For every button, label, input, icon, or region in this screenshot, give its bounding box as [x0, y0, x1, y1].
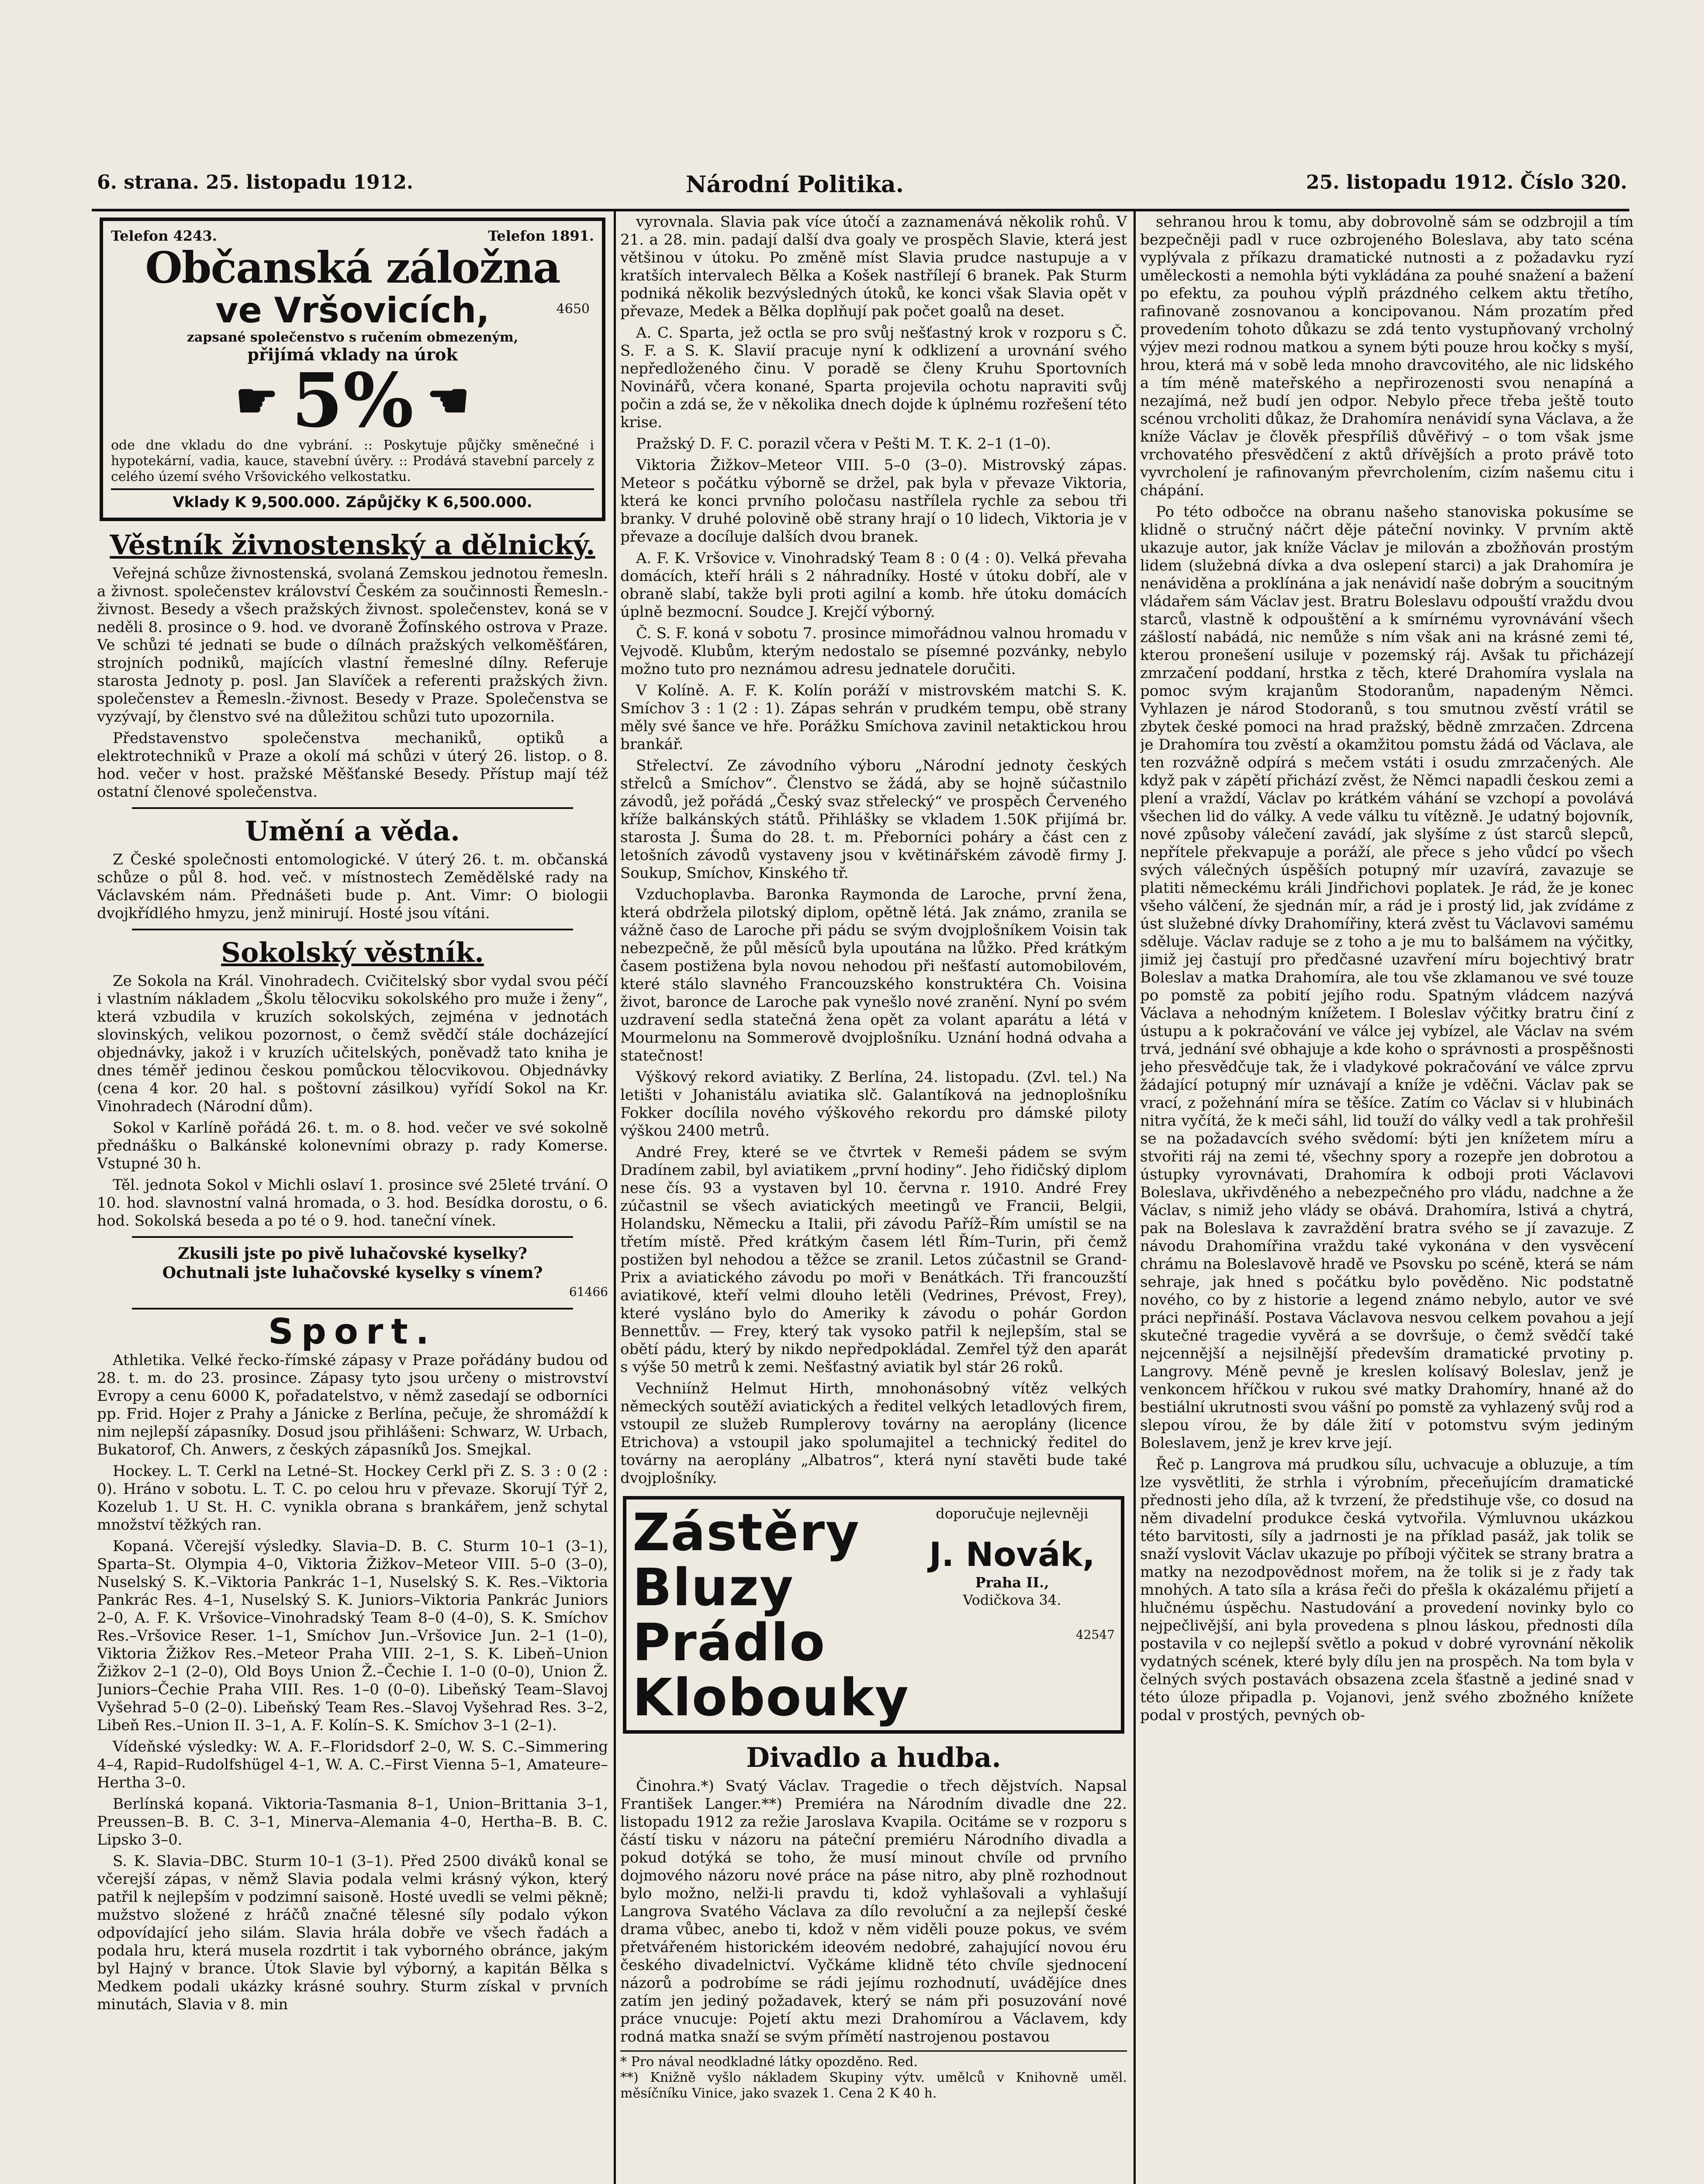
section-title-sport: Sport.: [268, 1311, 437, 1352]
article-paragraph: Výškový rekord aviatiky. Z Berlína, 24. listopadu. (Zvl. tel.) Na letišti v Johanistálu aviatika slč. Galantíková na jednoplošníku Fokker docílila nového výškového rekordu pro dámské piloty výškou 2400 metrů.: [620, 1068, 1127, 1140]
article-paragraph: V Kolíně. A. F. K. Kolín poráží v mistrovském matchi S. K. Smíchov 3 : 1 (2 : 1). Zápas sehrán v prudkém tempu, obě strany měly své šance ve hře. Porážku Smíchova zavinil netaktickou hrou brankář.: [620, 682, 1127, 753]
section-title-sokol: Sokolský věstník.: [221, 936, 484, 968]
ad-obcanska-zalozna: [100, 218, 605, 521]
ad-body: ode dne vkladu do dne vybrání. :: Poskytuje půjčky směnečné i hypotekární, vadia, kauce, stavební úvěry. :: Prodává stavební parcely z celého území svého Vršovického velkostatku.: [111, 438, 594, 484]
section-title-umeni: Umění a věda.: [245, 815, 460, 847]
footnote: **) Knižně vyšlo nákladem Skupiny výtv. umělců v Knihovně uměl. měsíčníku Vinice, jako svazek 1. Cena 2 K 40 h.: [620, 2070, 1127, 2101]
ad-novak-recommend: doporučuje nejlevněji: [936, 1505, 1089, 1522]
column-rule: [614, 209, 616, 2184]
article-paragraph: Střelectví. Ze závodního výboru „Národní jednoty českých střelců a Smíchov“. Členstvo se žádá, aby se hojně súčastnilo závodů, jež pořádá „Český svaz střelecký“ ve prospěch Červeného kříže balkánských států. Přihlášky se vkladem 1.50K přijímá br. starosta J. Šuma do 28. t. m. Přeborníci poháry a část cen z letošních závodů vystaveny jsou v květinářském závodě firmy J. Soukup, Smíchov, Kinského tř.: [620, 757, 1127, 882]
article-paragraph: Představenstvo společenstva mechaniků, optiků a elektrotechniků v Praze a okolí má schůzi v úterý 26. listop. o 8. hod. večer v host. pražské Měšťanské Besedy. Přístup mají též ostatní členové společenstva.: [97, 729, 608, 801]
article-paragraph: Vídeňské výsledky: W. A. F.–Floridsdorf 2–0, W. S. C.–Simmering 4–4, Rapid–Rudolfshügel 4–1, W. A. C.–First Vienna 5–1, Amateure–Hertha 3–0.: [97, 1738, 608, 1791]
ad-word: Klobouky: [633, 1667, 909, 1728]
article-paragraph: Kopaná. Včerejší výsledky. Slavia–D. B. C. Sturm 10–1 (3–1), Sparta–St. Olympia 4–0, Viktoria Žižkov–Meteor VIII. 5–0 (3–0), Nuselský S. K.–Viktoria Pankrác 1–1, Nuselský S. K. Res.–Viktoria Pankrác Res. 4–1, Nuselský S. K. Juniors–Viktoria Pankrác Juniors 2–0, A. F. K. Vršovice–Vinohradský Team 8–0 (4–0), S. K. Smíchov Res.–Vršovice Reser. 1–1, Smíchov Jun.–Vršovice Jun. 2–1 (1–0), Viktoria Žižkov Res.–Meteor Praha VIII. 2–1, S. K. Libeň–Union Žižkov 2–1 (2–0), Old Boys Union Ž.–Čechie I. 1–0 (0–0), Union Ž. Juniors–Čechie Praha VIII. Res. 1–0 (0–0). Libeňský Team–Slavoj Vyšehrad 5–0 (2–0). Libeňský Team Res.–Slavoj Vyšehrad Res. 3–2, Libeň Res.–Union II. 3–1, A. F. Kolín–S. K. Smíchov 3–1 (2–1).: [97, 1538, 608, 1734]
pointing-hand-right-icon: ☛: [235, 372, 279, 429]
article-paragraph: A. C. Sparta, jež octla se pro svůj nešťastný krok v rozporu s Č. S. F. a S. K. Slavií pracuje nyní k odklizení a urovnání svého nepředloženého činu. V poradě se členy Kruhu Sportovních Novinářů, včera konané, Sparta projevila ochotu napraviti svůj počin a zdá se, že v několika dnech dojde k úplnému rozřešení této krise.: [620, 324, 1127, 431]
footnotes: [620, 2050, 1127, 2101]
ad-novak-info: [909, 1505, 1115, 1725]
article-paragraph: Č. S. F. koná v sobotu 7. prosince mimořádnou valnou hromadu v Vejvodě. Klubům, kterým nedostalo se písemné pozvánky, nebylo možno tuto pro neznámou adresu jednatele doručiti.: [620, 625, 1127, 678]
ad-luhacovice-line1: Zkusili jste po pivě luhačovské kyselky?: [177, 1244, 527, 1263]
column-1: [97, 213, 608, 2184]
ad-novak-name: J. Novák,: [929, 1535, 1095, 1574]
ad-line1: zapsané společenstvo s ručením obmezeným,: [187, 330, 518, 345]
pointing-hand-left-icon: ☚: [426, 372, 470, 429]
ad-novak-words: [633, 1502, 909, 1728]
column-3: [1140, 213, 1634, 2184]
ad-phone-left: Telefon 4243.: [111, 228, 217, 244]
article-paragraph: Vzduchoplavba. Baronka Raymonda de Laroche, první žena, která obdržela pilotský diplom, opětně létá. Jak známo, zranila se vážně časo de Laroche při pádu se svým dvojplošníkem Voisin tak nebezpečně, že půl měsíců byla upoutána na lůžko. Před krátkým časem postižena byla novou nehodou při nešťastí automobilovém, které stálo slavného Francouzského konstruktéra Ch. Voisina život, baronce de Laroche pak vynešlo nové zranění. Nyní po svém uzdravení sedla statečná žena opět za volant aparátu a létá v Mourmelonu na Sommerově dvojplošníku. Uznání hodná odvaha a statečnost!: [620, 886, 1127, 1064]
article-paragraph: Pražský D. F. C. porazil včera v Pešti M. T. K. 2–1 (1–0).: [636, 435, 1051, 453]
column-2: [620, 213, 1127, 2184]
ad-line2: přijímá vklady na úrok: [247, 345, 458, 364]
article-paragraph: Činohra.*) Svatý Václav. Tragedie o třech dějstvích. Napsal František Langer.**) Premiéra na Národním divadle dne 22. listopadu 1912 za režie Jaroslava Kvapila. Ocitáme se v rozporu s částí tisku v názoru na páteční premiéru Národního divadla a pokud dotýká se toho, že musí minout chvíle od prvního dojmového názoru nové práce na páse nitro, aby plně rozhodnout bylo možno, nelži-li pravdu ti, kdož vyhlašovali a vyhlašují Langrova Svatého Václava za dílo revoluční a za nejlepší české drama vůbec, anebo ti, kdož v něm viděli pouze pokus, ve svém přetvářeném historickém ideovém nedobré, zahajující novou éru českého divadelnictví. Vyčkáme klidně této chvíle sjednocení názorů a podrobíme se rádi jejímu rozhodnutí, uvádějíce dnes zatím jen jediný požadavek, který se nám při posuzování nové práce vnucuje: Pojetí aktu mezi Drahomírou a Václavem, kdy rodná matka snaží se svým přímětí nastrojenou postavou: [620, 1777, 1127, 2046]
masthead: Národní Politika.: [686, 171, 904, 198]
ad-percent: 5%: [291, 357, 414, 444]
ad-percent-row: [111, 357, 594, 444]
article-paragraph: Hockey. L. T. Cerkl na Letné–St. Hockey Cerkl při Z. S. 3 : 0 (2 : 0). Hráno v sobotu. L. T. C. po celou hru v převaze. Skorují Týř 2, Kozelub 1. U St. H. C. vynikla obrana s brankářem, jenž schytal množství těžkých ran.: [97, 1462, 608, 1534]
article-paragraph: Sokol v Karlíně pořádá 26. t. m. o 8. hod. večer ve své sokolně přednášku o Balkánské kolonevními obrazy p. rady Komerse. Vstupné 30 h.: [97, 1119, 608, 1172]
article-paragraph: sehranou hrou k tomu, aby dobrovolně sám se odzbrojil a tím bezpečněji padl v ruce ozbrojeného Boleslava, aby tato scéna vyplývala z příkazu dramatické nutnosti a z požadavku ryzí uměleckosti a nemohla býti vykládána za pouhé snažení a bažení po efektu, za pouhou výplň prázdného celkem aktu třetího, rafinovaně zosnovanou a koncipovanou. Nám prozatím před provedením tohoto důkazu se zdá tento vystupňovaný vrcholný výjev mezi rodnou matkou a synem býti pouze hrou kočky s myší, hrou, která má v sobě leda mnoho dravcovitého, ale nic lidského a tím méně mateřského a nepřirozenosti svou nenapíná a nezajímá, než budí jen odpor. Nebylo přece třeba ještě touto scénou vrcholiti důkaz, že Drahomíra nenávidí syna Václava, a že kníže Václav je člověk přespříliš důvěřivý – o tom však jsme vrchovatého přesvědčení z aktů dřívějších a proto právě toto vyvrcholení je rafinovaným převrcholením, cizím našemu citu i chápání.: [1140, 213, 1634, 499]
article-paragraph: Těl. jednota Sokol v Michli oslaví 1. prosince své 25leté trvání. O 10. hod. slavnostní valná hromada, o 3. hod. Besídka dorostu, o 6. hod. Sokolská beseda a po té o 9. hod. taneční vínek.: [97, 1176, 608, 1230]
ad-code: 4650: [556, 301, 590, 317]
header-left: 6. strana. 25. listopadu 1912.: [97, 171, 414, 194]
ad-novak: [623, 1496, 1124, 1734]
ad-luhacovice-line2: Ochutnali jste luhačovské kyselky s vínem?: [162, 1264, 543, 1282]
ad-phones: [111, 227, 594, 245]
article-paragraph: Athletika. Velké řecko-římské zápasy v Praze pořádány budou od 28. t. m. do 23. prosince. Zápasy tyto jsou určeny o mistrovství Evropy a cenu 6000 K, pořadatelstvo, v němž zasedají se odborníci pp. Frid. Hojer z Prahy a Jánicke z Berlína, pečuje, že shromáždí k nim nejlepší zápasníky. Dosud jsou přihlášeni: Schwarz, W. Urbach, Bukatorof, Ch. Anwers, z českých zápasníků Jos. Smejkal.: [97, 1351, 608, 1458]
article-paragraph: Berlínská kopaná. Viktoria-Tasmania 8–1, Union–Brittania 3–1, Preussen–B. B. C. 3–1, Minerva–Alemania 4–0, Hertha–B. B. C. Lipsko 3–0.: [97, 1795, 608, 1849]
divider: [132, 929, 573, 930]
header-right: 25. listopadu 1912. Číslo 320.: [1306, 171, 1628, 194]
article-paragraph: André Frey, které se ve čtvrtek v Remeši pádem se svým Dradínem zabil, byl aviatikem „první hodiny“. Jeho řidičský diplom nese čís. 93 a vystaven byl 10. června r. 1910. André Frey zúčastnil se všech aviatických meetingů ve Francii, Belgii, Holandsku, Německu a Italii, při závodu Paříž–Řím umístil se na třetím místě. Před krátkým časem létl Řím–Turin, při čemž postižen byl nehodou a těžce se zranil. Letos zúčastnil se Grand-Prix a aviatického závodu po moři v Benátkách. Tři francouzští aviatikové, kteří velmi dlouho letěli (Vedrines, Prévost, Frey), které vysláno bylo do Ameriky k závodu o pohár Gordon Bennettův. — Frey, který tak vysoko patřil k nejlepším, stal se obětí pádu, který by nikdo nepředpokládal. Zemřel týž den aparát s výše 50 metrů k zemi. Nešťastný aviatik byl stár 26 roků.: [620, 1144, 1127, 1376]
article-paragraph: Veřejná schůze živnostenská, svolaná Zemskou jednotou řemesln. a živnost. společenstev království Českém za součinnosti Řemesln.-živnost. Besedy a všech pražských živnost. společenstev, koná se v neděli 8. prosince o 9. hod. ve dvoraně Žofínského ostrova v Praze. Ve schůzi té jednati se bude o dílnách pražských velkoměšťáren, strojních podniků, majících vlastní řemeslné dílny. Referuje starosta Jednoty p. posl. Jan Slavíček a referenti pražských živn. společenstev a Řemesln.-živnost. Besedy v Praze. Společenstva se vyzývají, by členstvo své na důležitou schůzi tuto upozornila.: [97, 565, 608, 726]
ad-subtitle: ve Vršovicích,: [215, 290, 490, 331]
ad-novak-city: Praha II.,: [975, 1574, 1049, 1591]
article-paragraph: vyrovnala. Slavia pak více útočí a zaznamenává několik rohů. V 21. a 28. min. padají další dva goaly ve prospěch Slavie, která jest většinou v útoku. Po změně míst Slavia prudce nastupuje a v kratších intervalech Bělka a Košek nastřílejí 6 branek. Pak Sturm podniká několik bezvýsledných útoků, ke konci však Slavia opět v převaze, Medek a Bělka doplňují pak počet goalů na deset.: [620, 213, 1127, 320]
divider: [132, 1236, 573, 1238]
section-title-divadlo: Divadlo a hudba.: [746, 1742, 1001, 1773]
article-paragraph: Ze Sokola na Král. Vinohradech. Cvičitelský sbor vydal svou péčí i vlastním nákladem „Školu tělocviku sokolského pro muže i ženy“, která vzbudila v kruzích sokolských, zejména v jednotách slovinských, velikou pozornost, o čemž svědčí stále docházející objednávky, jakož i v kruzích učitelských, poněvadž tato kniha je dnes téměř jedinou českou pomůckou tělocvikovou. Objednávky (cena 4 kor. 20 hal. s poštovní zásilkou) vyřídí Sokol na Kr. Vinohradech (Národní dům).: [97, 972, 608, 1115]
article-paragraph: A. F. K. Vršovice v. Vinohradský Team 8 : 0 (4 : 0). Velká převaha domácích, kteří hráli s 2 náhradníky. Hosté v útoku dobří, ale v obraně slabí, takže byli proti agilní a komb. hře útoku domácích úplně bezmocní. Soudce J. Krejčí výborný.: [620, 549, 1127, 621]
article-paragraph: Z České společnosti entomologické. V úterý 26. t. m. občanská schůze o půl 8. hod. več. v místnostech Zemědělské rady na Václavském nám. Přednášeti bude p. Ant. Vimr: O biologii dvojkřídlého hmyzu, jenž minirují. Hosté jsou vítáni.: [97, 851, 608, 922]
header-rule: [92, 209, 1629, 211]
page-header: [0, 171, 1704, 206]
article-paragraph: Viktoria Žižkov–Meteor VIII. 5–0 (3–0). Mistrovský zápas. Meteor s počátku výborně se držel, pak byla v převaze Viktoria, která ke konci prvního poločasu nastřílela rychle za sebou tři branky. V druhé polovině obě strany hrají o 10 lidech, Viktoria je v převaze a docíluje dalších dvou branek.: [620, 456, 1127, 546]
section-title-vestnik: Věstník živnostenský a dělnický.: [110, 529, 595, 561]
ad-novak-street: Vodičkova 34.: [963, 1592, 1061, 1608]
ad-word: Prádlo: [633, 1612, 826, 1673]
article-paragraph: Řeč p. Langrova má prudkou sílu, uchvacuje a obluzuje, a tím lze vysvětliti, že strhla i výrobním, přeceňujícím dramatické přednosti jeho díla, až k tvrzení, že předstihuje vše, co dosud na něm divadelní produkce česká vytvořila. Výmluvnou ukázkou této barvitosti, síly a jadrnosti je na příklad pasáž, jak tolik se snaží vyslovit Václav ukazuje po příboji výčitek se strany bratra a matky na nezodpovědnost mořem, na že tolik si je z řady tak mnohých. A tato síla a krása řeči do přešla k okázalému přijetí a hlučnému úspěchu. Nastudování a provedení novinky bylo co nejpečlivější, ani byla provedena s plnou láskou, přednosti díla postavila v co nejlepší světlo a pokud v dobré vyrovnání několik vydatných scének, které byly dílu jen na prospěch. Na tom byla v čelných svých postavách obsazena zcela šťastně a jediné snad v této úloze připadla p. Vojanovi, jenž svého zbožného knížete podal v prostých, pevných ob-: [1140, 1456, 1634, 1724]
article-paragraph: Vechniínž Helmut Hirth, mnohonásobný vítěz velkých německých soutěží aviatických a ředitel velkých letadlových firem, vstoupil ze služeb Rumplerovy továrny na aeroplány (licence Etrichova) a vstoupil jako spolumajitel a technický ředitel do továrny na aeroplány „Albatros“, která nyní stavěti bude také dvojplošníky.: [620, 1380, 1127, 1487]
ad-phone-right: Telefon 1891.: [488, 228, 594, 244]
article-paragraph: Po této odbočce na obranu našeho stanoviska pokusíme se klidně o stručný náčrt děje páteční novinky. V prvním aktě ukazuje autor, jak kníže Václav je milován a zbožňován prostým lidem (služebná dívka a dva oslepení starci) a jak Drahomíra je nenáviděna a proklínána a jak nenávidí naše dobrým a soucitným vládařem sám Václav jest. Bratru Boleslavu odpouští vraždu dvou starců, vlastně k odpouštění a k smírnému vyrovnávání všech zášlostí nabádá, nic nemůže s ním však ani na krásné zemi té, kterou pronešení usiluje v pozemský ráj. Avšak tu přicházejí zmrzačení poddaní, hrstka z těch, které Drahomíra vyslala na pomoc svým krajanům Stodoranům, napadeným Němci. Vyhlazen je národ Stodoranů, s tou smutnou zvěstí vrátil se zbytek české pomoci na hrad pražský, bědně zmrzačen. Zdrcena je Drahomíra tou zvěstí a okamžitou pomstu žádá od Václava, ale ten rozvážně odpírá s mečem vstáti i osudu zmrzačených. Ale když pak v zápětí přichází zvěst, že Němci napadli českou zemi a plení a vraždí, Václav po krátkém váhání se vzchopí a povolává všechen lid do války. A vede válku tu vítězně. Je udatný bojovník, nové způsoby válečení zavádí, jak slyšíme z úst starců slepců, nepřítele překvapuje a poráží, ale přece s jeho vůdcí po všech svých válečných úspěších potupný mír uzavírá, zavazuje se platiti německému králi Jindřichovi poplatek. Je rád, že je konec všeho válčení, že sjednán mír, a rád je i prostý lid, jak zvídáme z úst služebné dívky Drahomířiny, která zvěst tu Václavovi samému sděluje. Václav raduje se z toho a je mu to balšámem na výčitky, jimiž jej častují pro předčasné uzavření míru bojechtivý bratr Boleslav a matka Drahomíra, ale tou vše zklamanou ve své touze po pomstě za pobití jejího rodu. Spatným vládcem nazývá Václava a nehodným knížetem. I Boleslav výčitky bratru činí z ústupu a k pokračování ve válce jej vybízel, ale Václav na svém trvá, jednání své obhajuje a kde koho o správnosti a prospěšnosti jeho přesvědčuje tak, že i vladykové pokračování ve válce zprvu žádající potupný mír uznávají a kníže je vděčni. Václav pak se vrací, z požehnání míra se těšíce. Zatím co Václav si v hlubinách nitra vyčítá, že k meči sáhl, lid touží do války vedl a tak prohřešil se na požadavcích svého svědomí: býti jen knížetem míru a stvořiti ráj na zemi té, všechny spory a rozepře jen dobrotou a ústupky vyrovnávati, Drahomíra k odboji proti Václavovi Boleslava, ukřivděného a nebezpečného pro vládu, nadchne a že Václav, s nimiž jeho vlády se obává. Drahomíra, lstivá a chytrá, pak na Boleslava k zavraždění bratra svého se jí zavazuje. Z návodu Drahomířina vraždu také vykonána v den vysvěcení chrámu na Boleslavově hradě ve Psovsku po scéně, která se nám sehraje, jak hned s počátku bylo pověděno. Nic podstatně nového, co by z historie a legend známo nebylo, autor ve své práci nepřináší. Postava Václavova nesvou celkem povahou a její skutečné tragedie vyvěrá a se dovršuje, o čemž svědčí také nejcennější a nejsilnější především dramatické prvotiny p. Langrovy. Méně pevně je kreslen kolísavý Boleslav, jenž je venkoncem hříčkou v rukou své matky Drahomíry, hnané až do bestiální ukrutnosti svou vášní po pomstě za vyhlazený svůj rod a slepou vírou, že by dále žití v potomstvu svým jediným Boleslavem, jenž je krev krve její.: [1140, 503, 1634, 1452]
ad-luhacovice-code: 61466: [569, 1285, 608, 1299]
column-rule: [1134, 209, 1136, 2184]
ad-footer: Vklady K 9,500.000. Zápůjčky K 6,500.000.: [111, 488, 594, 511]
ad-novak-code: 42547: [1075, 1628, 1115, 1642]
divider: [132, 1308, 573, 1310]
ad-word: Zástěry: [633, 1502, 860, 1562]
footnote: * Pro nával neodkladné látky opozděno. Red.: [620, 2054, 918, 2070]
ad-title: Občanská záložna: [145, 243, 560, 293]
ad-luhacovice: [97, 1244, 608, 1302]
article-paragraph: S. K. Slavia–DBC. Sturm 10–1 (3–1). Před 2500 diváků konal se včerejší zápas, v němž Slavia podala velmi krásný výkon, který patřil k nejlepším v podzimní saisoně. Hosté uvedli se velmi pěkně; mužstvo složené z hráčů značné tělesné síly podalo výkon odpovídající jeho silám. Slavia hrála dobře ve všech řadách a podala hru, která musela rozdrtit i tak vyborného obránce, jakým byl Hajný v brance. Útok Slavie byl výborný, a kapitán Bělka s Medkem podali ukázky krásné souhry. Sturm získal v prvních minutách, Slavia v 8. min: [97, 1852, 608, 2013]
divider: [132, 807, 573, 809]
ad-word: Bluzy: [633, 1557, 794, 1617]
